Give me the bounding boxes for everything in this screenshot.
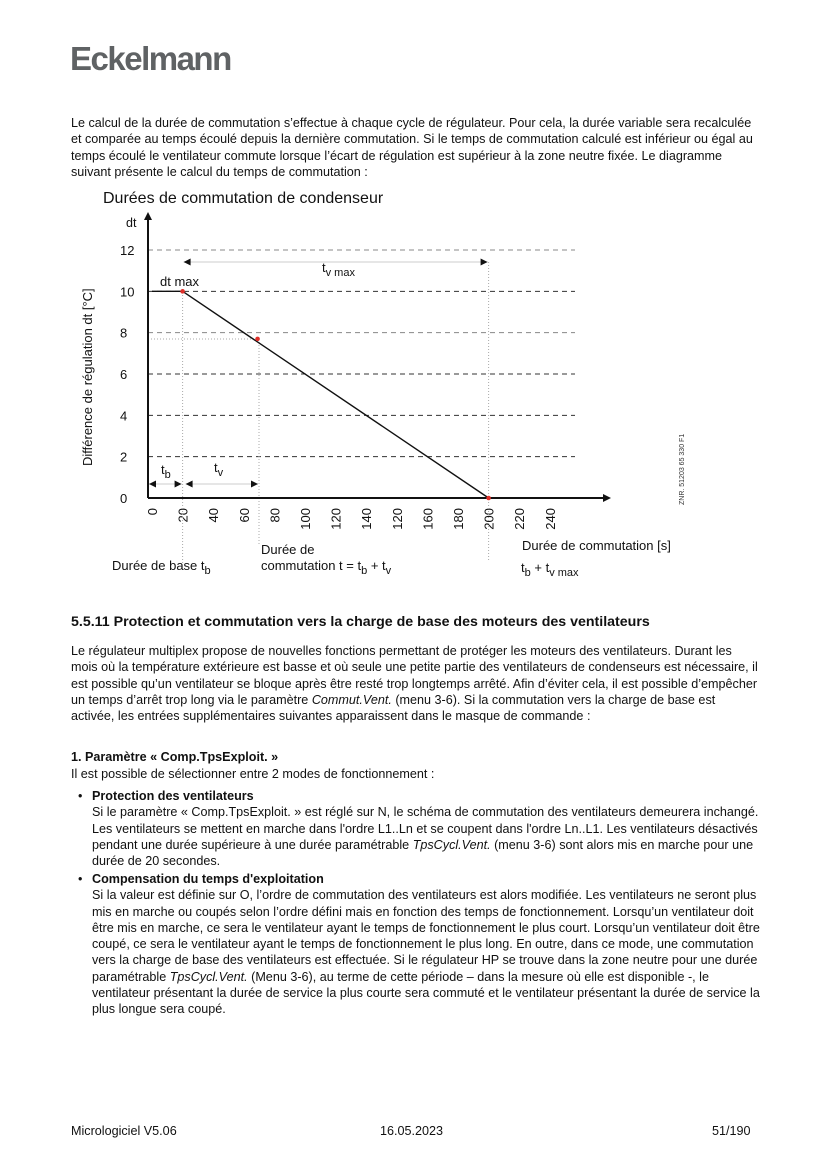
x-tick-label: 20 [175,508,191,523]
intro-paragraph: Le calcul de la durée de commutation s’effectue à chaque cycle de régulateur. Pour cela, la durée variable sera recalculée et comparée au temps écoulé depuis la dernière commutation. Si le temps de commutation calculé est inférieur ou égal au temps écoulé le ventilateur commute lorsque l’écart de régulation est supérieur à la zone neutre fixée. Le diagramme suivant présente le calcul du temps de commutation : [71,116,753,179]
chart-title: Durées de commutation de condenseur [103,190,384,207]
paragraph-text: Le régulateur multiplex propose de nouvelles fonctions permettant de protéger les moteurs des ventilateurs. Durant les mois où la température extérieure est basse et où seule une petite partie des ventilateurs de condenseurs est nécessaire, il est possible qu’un ventilateur se bloque après être resté trop longtemps arrêté. Afin d’éviter cela, il est possible d’empêcher un temps d’arrêt trop long via le paramètre [71,644,758,707]
x-tick-label: 180 [451,508,466,530]
x-tick-label: 100 [298,508,313,530]
x-tick-label: 60 [236,508,252,523]
bullet-dot-icon: • [78,789,83,803]
footer-page-number: 51/190 [712,1124,751,1138]
bullet-text [92,804,768,869]
bullet-text-post: (Menu 3-6), au terme de cette période – dans la mesure où elle est disponible -, le ventilateur présentant la durée de service la plus courte sera commuté et le ventilateur présentant la durée de service la plus longue sera coupé. [92,969,760,1017]
x-tick-label: 80 [267,508,283,523]
bullet-text [92,887,768,1017]
bullet-title: Compensation du temps d'exploitation [92,872,324,886]
tv-max-label: $t_{v max}$ [322,260,355,279]
switch-duration-formula: commutation $t = t_b + t_v$ [261,558,392,577]
base-duration-label: Durée de base $t_b$ [112,558,211,577]
y-tick-label: 8 [120,325,128,341]
y-axis-top-label: dt [126,216,137,230]
x-tick-label: 240 [542,508,558,530]
x-axis-arrow-icon [603,494,611,502]
dt-max-label: dt max [160,274,200,289]
x-tick-label: 200 [481,508,497,530]
y-tick-label: 0 [120,491,128,506]
bullet-text-post: (menu 3-6) sont alors mis en marche pour une durée de 20 secondes. [92,837,754,869]
y-tick-label: 10 [120,284,135,300]
param-name-tpscycl: TpsCycl.Vent. [412,837,491,852]
reference-code: ZNR. 51203 65 330 F1 [679,433,686,505]
footer-date: 16.05.2023 [380,1124,444,1138]
section-heading: 5.5.11 Protection et commutation vers la charge de base des moteurs des ventilateurs [71,614,650,630]
switching-duration-chart [0,180,827,590]
arrow-left-icon [186,481,193,488]
arrow-left-icon [149,481,156,488]
x-tick-label: 140 [359,508,375,530]
arrow-right-icon [175,481,182,488]
data-point-marker [486,496,491,501]
y-axis-label: Différence de régulation dt [°C] [80,288,95,466]
bullet-text-pre: Si le paramètre « Comp.TpsExploit. » est réglé sur N, le schéma de commutation des ventilateurs demeurera inchangé. Les ventilateurs se mettent en marche dans l'ordre L1..Ln et se coupent dans l'ordre Ln..L1. Les ventilateurs désactivés pendant une durée supérieure à une durée paramétrable [92,805,759,852]
end-formula-label: $t_b + t_{v max}$ [521,560,579,579]
y-axis-arrow-icon [144,212,152,220]
paragraph-text-end: (menu 3-6). Si la commutation vers la charge de base est activée, les entrées supplémentaires suivantes apparaissent dans le masque de commande : [71,692,716,724]
param-name-tpscycl: TpsCycl.Vent. [169,969,248,984]
tv-label: $t_v$ [214,460,224,479]
x-tick-label: 160 [420,508,436,530]
eckelmann-logo: Eckelmann [70,40,231,77]
switch-duration-label: Durée de [261,542,315,557]
x-tick-label: 220 [512,508,528,530]
x-tick-label: 120 [389,508,405,530]
parameter-heading: 1. Paramètre « Comp.TpsExploit. » [71,750,279,764]
footer-firmware: Micrologiciel V5.06 [71,1124,177,1138]
bullet-text-pre: Si la valeur est définie sur O, l’ordre de commutation des ventilateurs est alors modifiée. Les ventilateurs ne seront plus mis en marche ou coupés selon l’ordre défini mais en fonction des temps de fonctionnement. Lorsqu’un ventilateur doit être mis en marche, ce sera le ventilateur ayant le temps de fonctionnement le plus court. Lorsqu’un ventilateur doit être coupé, ce sera le ventilateur ayant le temps de fonctionnement le plus long. En outre, dans ce mode, une commutation vers la charge de base des ventilateurs est effectuée. Si le régulateur HP se trouve dans la zone neutre pour une durée paramétrable [92,888,760,984]
y-tick-label: 4 [120,408,128,424]
section-paragraph [71,643,761,724]
parameter-text: Il est possible de sélectionner entre 2 modes de fonctionnement : [71,767,435,781]
x-tick-label: 0 [145,508,160,516]
x-tick-label: 40 [206,508,222,523]
data-point-marker [255,337,260,342]
arrow-left-icon [184,259,191,266]
bullet-dot-icon: • [78,872,83,886]
y-tick-label: 2 [120,449,128,465]
y-tick-label: 6 [120,367,128,382]
data-point-marker [180,289,185,294]
bullet-title: Protection des ventilateurs [92,789,254,803]
arrow-right-icon [251,481,258,488]
param-name-commut-vent: Commut.Vent. [311,692,392,707]
x-axis-label: Durée de commutation [s] [522,538,671,553]
x-tick-label: 120 [328,508,344,530]
series-line-dt [152,291,489,498]
arrow-right-icon [481,259,488,266]
y-tick-label: 12 [120,243,135,258]
tb-label: $t_b$ [161,462,171,481]
